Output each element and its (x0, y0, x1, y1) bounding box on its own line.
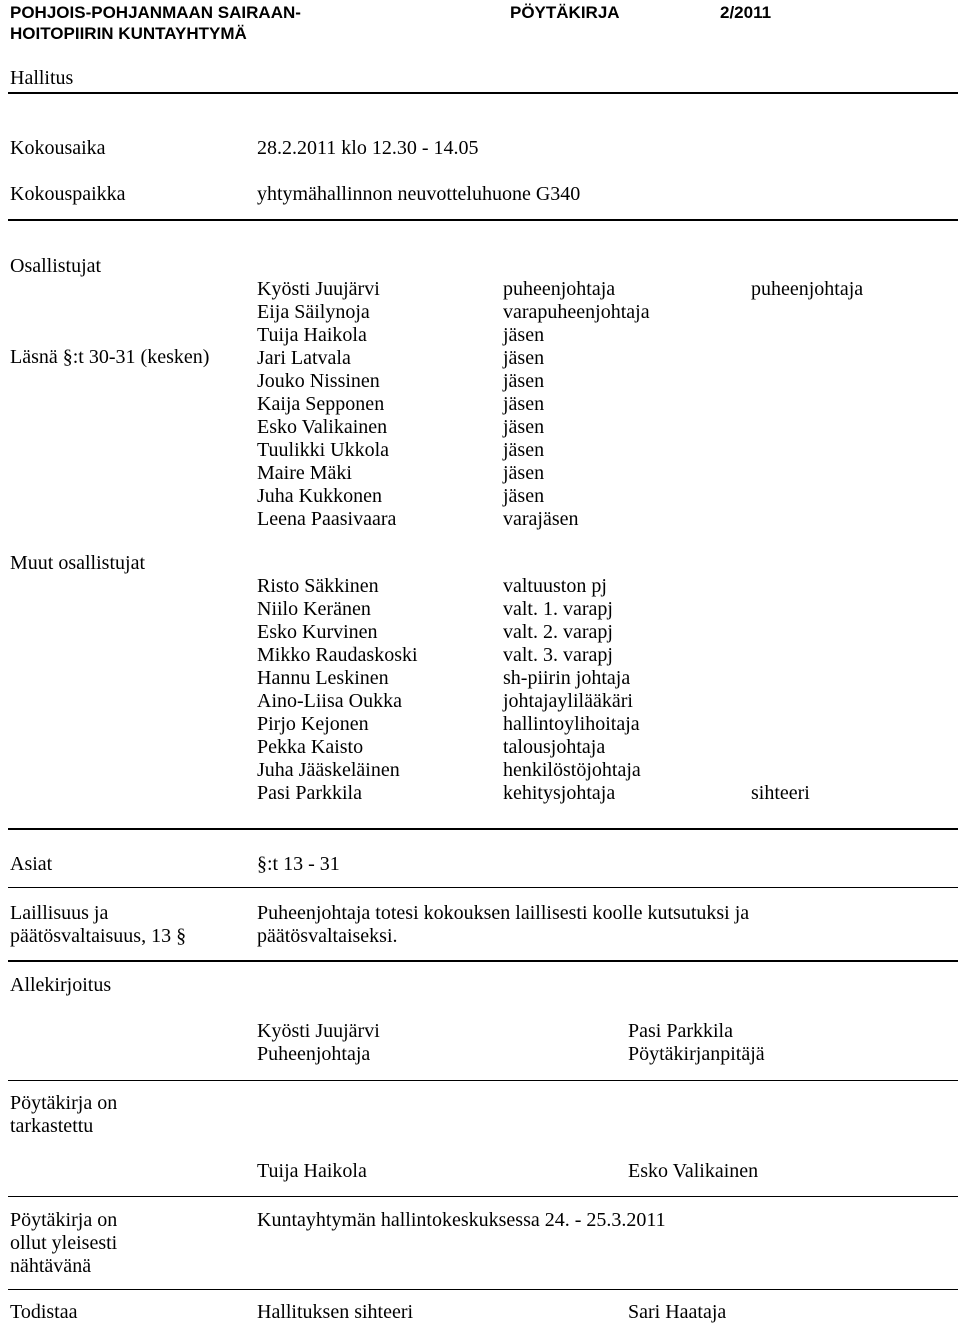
legality-text-line2: päätösvaltaiseksi. (257, 925, 398, 947)
participant-name: Pekka Kaisto (257, 736, 364, 758)
participant-name: Hannu Leskinen (257, 667, 389, 689)
participant-name: Risto Säkkinen (257, 575, 379, 597)
signature-left-name: Kyösti Juujärvi (257, 1020, 380, 1042)
checked-divider (8, 1196, 958, 1197)
participant-role: jäsen (503, 324, 545, 346)
participant-name: Jouko Nissinen (257, 370, 380, 392)
signature-divider (8, 1080, 958, 1081)
participant-role: jäsen (503, 370, 545, 392)
participant-name: Tuulikki Ukkola (257, 439, 390, 461)
participant-name: Maire Mäki (257, 462, 352, 484)
participant-role: puheenjohtaja (503, 278, 616, 300)
presence-note: Läsnä §:t 30-31 (kesken) (10, 346, 210, 368)
participant-name: Kyösti Juujärvi (257, 278, 380, 300)
document-number: 2/2011 (720, 3, 772, 22)
display-label-line1: Pöytäkirja on (10, 1209, 118, 1231)
legality-divider (8, 960, 958, 962)
participant-role: henkilöstöjohtaja (503, 759, 641, 781)
legality-label-line1: Laillisuus ja (10, 902, 109, 924)
checked-left-name: Tuija Haikola (257, 1160, 367, 1182)
legality-text-line1: Puheenjohtaja totesi kokouksen laillisesti koolle kutsutuksi ja (257, 902, 750, 924)
participant-role: jäsen (503, 416, 545, 438)
participant-role: kehitysjohtaja (503, 782, 616, 804)
header-divider (8, 92, 958, 94)
participant-role: varapuheenjohtaja (503, 301, 650, 323)
display-label-line2: ollut yleisesti (10, 1232, 118, 1254)
participant-name: Tuija Haikola (257, 324, 367, 346)
participant-role: jäsen (503, 347, 545, 369)
checked-label-line1: Pöytäkirja on (10, 1092, 118, 1114)
certify-title: Hallituksen sihteeri (257, 1301, 414, 1323)
signature-label: Allekirjoitus (10, 974, 112, 996)
participant-name: Pasi Parkkila (257, 782, 362, 804)
participant-extra-role: puheenjohtaja (751, 278, 864, 300)
participant-name: Juha Kukkonen (257, 485, 382, 507)
other-participants-label: Muut osallistujat (10, 552, 145, 574)
participant-name: Jari Latvala (257, 347, 351, 369)
participant-name: Kaija Sepponen (257, 393, 385, 415)
meeting-time-label: Kokousaika (10, 137, 106, 159)
body-name: Hallitus (10, 67, 74, 89)
participant-role: valt. 1. varapj (503, 598, 613, 620)
participant-role: valtuuston pj (503, 575, 607, 597)
meeting-divider (8, 219, 958, 221)
participant-role: sh-piirin johtaja (503, 667, 631, 689)
participant-name: Esko Kurvinen (257, 621, 378, 643)
matters-divider (8, 887, 958, 888)
participant-role: jäsen (503, 439, 545, 461)
participant-name: Leena Paasivaara (257, 508, 397, 530)
participant-name: Niilo Keränen (257, 598, 371, 620)
organization-name-line1: POHJOIS-POHJANMAAN SAIRAAN- (10, 3, 301, 22)
document-type: PÖYTÄKIRJA (510, 3, 620, 22)
participants-label: Osallistujat (10, 255, 102, 277)
signature-right-title: Pöytäkirjanpitäjä (628, 1043, 765, 1065)
participant-name: Pirjo Kejonen (257, 713, 369, 735)
participant-name: Esko Valikainen (257, 416, 388, 438)
participant-name: Mikko Raudaskoski (257, 644, 418, 666)
display-divider (8, 1289, 958, 1290)
participant-role: jäsen (503, 485, 545, 507)
certify-label: Todistaa (10, 1301, 78, 1323)
matters-label: Asiat (10, 853, 53, 875)
certify-name: Sari Haataja (628, 1301, 727, 1323)
participants-divider (8, 828, 958, 830)
participant-name: Juha Jääskeläinen (257, 759, 400, 781)
participant-role: valt. 3. varapj (503, 644, 613, 666)
participant-name: Aino-Liisa Oukka (257, 690, 402, 712)
participant-role: jäsen (503, 462, 545, 484)
participant-role: jäsen (503, 393, 545, 415)
participant-role: valt. 2. varapj (503, 621, 613, 643)
participant-extra-role: sihteeri (751, 782, 810, 804)
display-value: Kuntayhtymän hallintokeskuksessa 24. - 25.3.2011 (257, 1209, 666, 1231)
participant-name: Eija Säilynoja (257, 301, 370, 323)
checked-label-line2: tarkastettu (10, 1115, 94, 1137)
signature-left-title: Puheenjohtaja (257, 1043, 371, 1065)
meeting-time-value: 28.2.2011 klo 12.30 - 14.05 (257, 137, 479, 159)
organization-name-line2: HOITOPIIRIN KUNTAYHTYMÄ (10, 24, 247, 43)
participant-role: varajäsen (503, 508, 579, 530)
matters-value: §:t 13 - 31 (257, 853, 340, 875)
participant-role: johtajaylilääkäri (503, 690, 633, 712)
display-label-line3: nähtävänä (10, 1255, 92, 1277)
signature-right-name: Pasi Parkkila (628, 1020, 733, 1042)
meeting-place-label: Kokouspaikka (10, 183, 126, 205)
participant-role: hallintoylihoitaja (503, 713, 640, 735)
meeting-place-value: yhtymähallinnon neuvotteluhuone G340 (257, 183, 581, 205)
participant-role: talousjohtaja (503, 736, 606, 758)
legality-label-line2: päätösvaltaisuus, 13 § (10, 925, 187, 947)
checked-right-name: Esko Valikainen (628, 1160, 759, 1182)
